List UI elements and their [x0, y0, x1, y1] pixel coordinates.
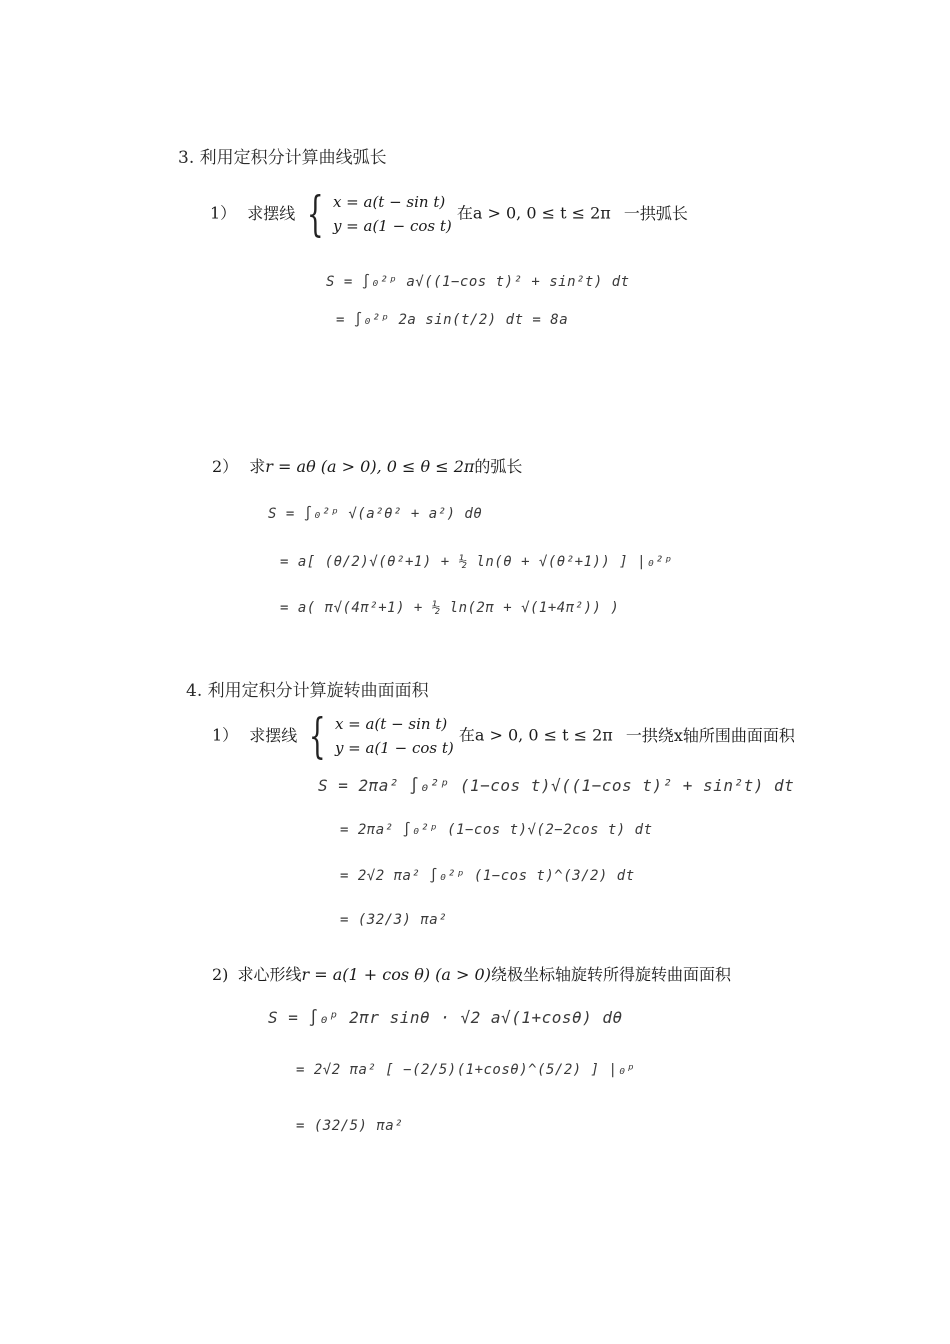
problem-4-2	[212, 962, 731, 985]
equation-system	[302, 708, 454, 764]
problem-3-2	[212, 454, 522, 477]
work-line: = ∫₀²ᵖ 2a sin(t/2) dt = 8a	[336, 312, 569, 328]
work-line: = a( π√(4π²+1) + ½ ln(2π + √(1+4π²)) )	[280, 600, 620, 616]
work-line: S = ∫₀ᵖ 2πr sinθ · √2 a√(1+cosθ) dθ	[268, 1008, 623, 1027]
equation-y: y = a(1 − cos t)	[332, 217, 452, 235]
problem-suffix: 绕极坐标轴旋转所得旋转曲面面积	[490, 965, 731, 984]
problem-prefix: 求心形线	[237, 965, 302, 984]
work-line: = (32/3) πa²	[340, 912, 448, 928]
left-brace-icon: {	[309, 708, 327, 764]
problem-formula: r = aθ (a > 0), 0 ≤ θ ≤ 2π	[265, 457, 475, 476]
work-line: = a[ (θ/2)√(θ²+1) + ½ ln(θ + √(θ²+1)) ] |₀²ᵖ	[280, 554, 673, 570]
problem-prefix: 求摆线	[247, 203, 296, 223]
problem-label: 1）	[212, 725, 239, 745]
problem-prefix: 求摆线	[249, 725, 298, 745]
section-3-heading: 3. 利用定积分计算曲线弧长	[178, 148, 387, 168]
work-line: S = ∫₀²ᵖ a√((1−cos t)² + sin²t) dt	[326, 274, 630, 290]
left-brace-icon: {	[307, 186, 325, 242]
problem-condition: 在a > 0, 0 ≤ t ≤ 2π	[458, 725, 613, 745]
work-line: = 2√2 πa² [ −(2/5)(1+cosθ)^(5/2) ] |₀ᵖ	[296, 1062, 636, 1078]
work-line: = 2πa² ∫₀²ᵖ (1−cos t)√(2−2cos t) dt	[340, 822, 653, 838]
equation-x: x = a(t − sin t)	[332, 193, 446, 211]
problem-formula: r = a(1 + cos θ) (a > 0)	[301, 965, 491, 984]
problem-label: 1）	[210, 203, 237, 223]
problem-suffix: 的弧长	[474, 457, 523, 476]
work-line: S = 2πa² ∫₀²ᵖ (1−cos t)√((1−cos t)² + sin²t) dt	[318, 776, 795, 795]
problem-condition: 在a > 0, 0 ≤ t ≤ 2π	[456, 203, 611, 223]
equation-y: y = a(1 − cos t)	[334, 739, 454, 757]
problem-label: 2）	[212, 457, 239, 476]
problem-suffix: 一拱绕x轴所围曲面面积	[625, 725, 795, 745]
work-line: = 2√2 πa² ∫₀²ᵖ (1−cos t)^(3/2) dt	[340, 868, 635, 884]
problem-label: 2)	[212, 965, 229, 984]
work-line: = (32/5) πa²	[296, 1118, 404, 1134]
equation-system	[300, 186, 452, 242]
work-line: S = ∫₀²ᵖ √(a²θ² + a²) dθ	[268, 506, 483, 522]
problem-3-1	[210, 186, 688, 242]
equation-x: x = a(t − sin t)	[334, 715, 448, 733]
section-4-heading: 4. 利用定积分计算旋转曲面面积	[186, 681, 429, 701]
problem-prefix: 求	[249, 457, 266, 476]
problem-4-1	[212, 708, 795, 764]
problem-suffix: 一拱弧长	[623, 203, 688, 223]
